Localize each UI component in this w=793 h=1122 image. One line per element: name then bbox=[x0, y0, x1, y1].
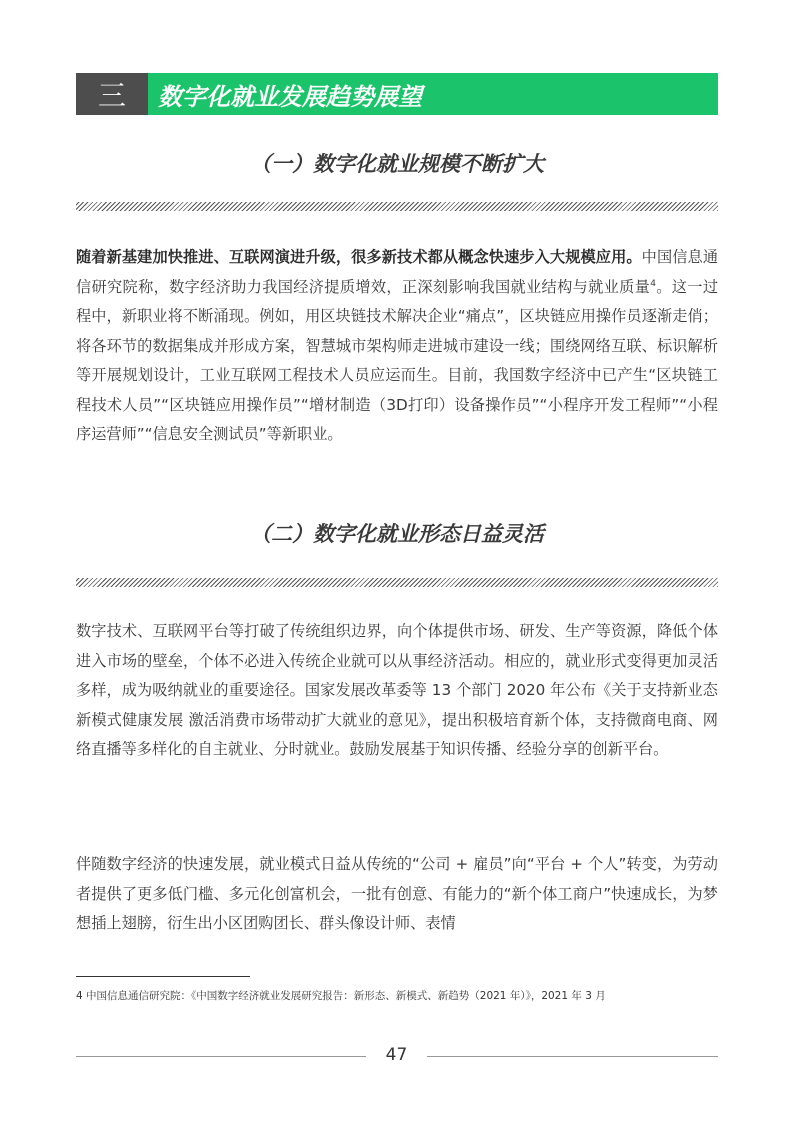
chapter-header bbox=[76, 73, 718, 115]
section-1-paragraph bbox=[76, 243, 718, 450]
chapter-title: 数字化就业发展趋势展望 bbox=[148, 73, 718, 115]
page-number: 47 bbox=[385, 1045, 408, 1065]
section-title-1: （一）数字化就业规模不断扩大 bbox=[250, 152, 544, 176]
section-2-paragraph-1: 数字技术、互联网平台等打破了传统组织边界，向个体提供市场、研发、生产等资源，降低个体进入市场的壁垒，个体不必进入传统企业就可以从事经济活动。相应的，就业形式变得更加灵活多样，成为吸纳就业的重要途径。国家发展改革委等 13 个部门 2020 年公布《关于支持新业态新模式健康发展 激活消费市场带动扩大就业的意见》，提出积极培育新个体，支持微商电商、网络直播等多样化的自主就业、分时就业。鼓励发展基于知识传播、经验分享的创新平台。 bbox=[76, 622, 718, 758]
section-title-2: （二）数字化就业形态日益灵活 bbox=[250, 522, 544, 546]
page-line-left bbox=[76, 1056, 366, 1057]
footnote-ref: 4 bbox=[650, 278, 656, 289]
footnote-divider bbox=[76, 976, 250, 977]
footnote: 4 中国信息通信研究院：《中国数字经济就业发展研究报告：新形态、新模式、新趋势（2021 年）》，2021 年 3 月 bbox=[76, 990, 606, 1002]
paragraph-text: 中国信息通信研究院称，数字经济助力我国经济提质增效，正深刻影响我国就业结构与就业质量 bbox=[76, 248, 719, 296]
page-line-right bbox=[427, 1056, 718, 1057]
chapter-number: 三 bbox=[76, 73, 148, 115]
paragraph-text-continued: 。这一过程中，新职业将不断涌现。例如，用区块链技术解决企业“痛点”，区块链应用操作员逐渐走俏；将各环节的数据集成并形成方案，智慧城市架构师走进城市建设一线；围绕网络互联、标识解析等开展规划设计，工业互联网工程技术人员应运而生。目前，我国数字经济中已产生“区块链工程技术人员”“区块链应用操作员”“增材制造（3D打印）设备操作员”“小程序开发工程师”“小程序运营师”“信息安全测试员”等新职业。 bbox=[76, 277, 719, 443]
lead-sentence: 随着新基建加快推进、互联网演进升级，很多新技术都从概念快速步入大规模应用。 bbox=[76, 248, 642, 266]
hatch-divider-2 bbox=[76, 578, 718, 587]
section-2-paragraph-2: 伴随数字经济的快速发展，就业模式日益从传统的“公司 + 雇员”向“平台 + 个人”转变，为劳动者提供了更多低门槛、多元化创富机会，一批有创意、有能力的“新个体工商户”快速成长，为梦想插上翅膀，衍生出小区团购团长、群头像设计师、表情 bbox=[76, 855, 718, 932]
hatch-divider-1 bbox=[76, 202, 718, 211]
